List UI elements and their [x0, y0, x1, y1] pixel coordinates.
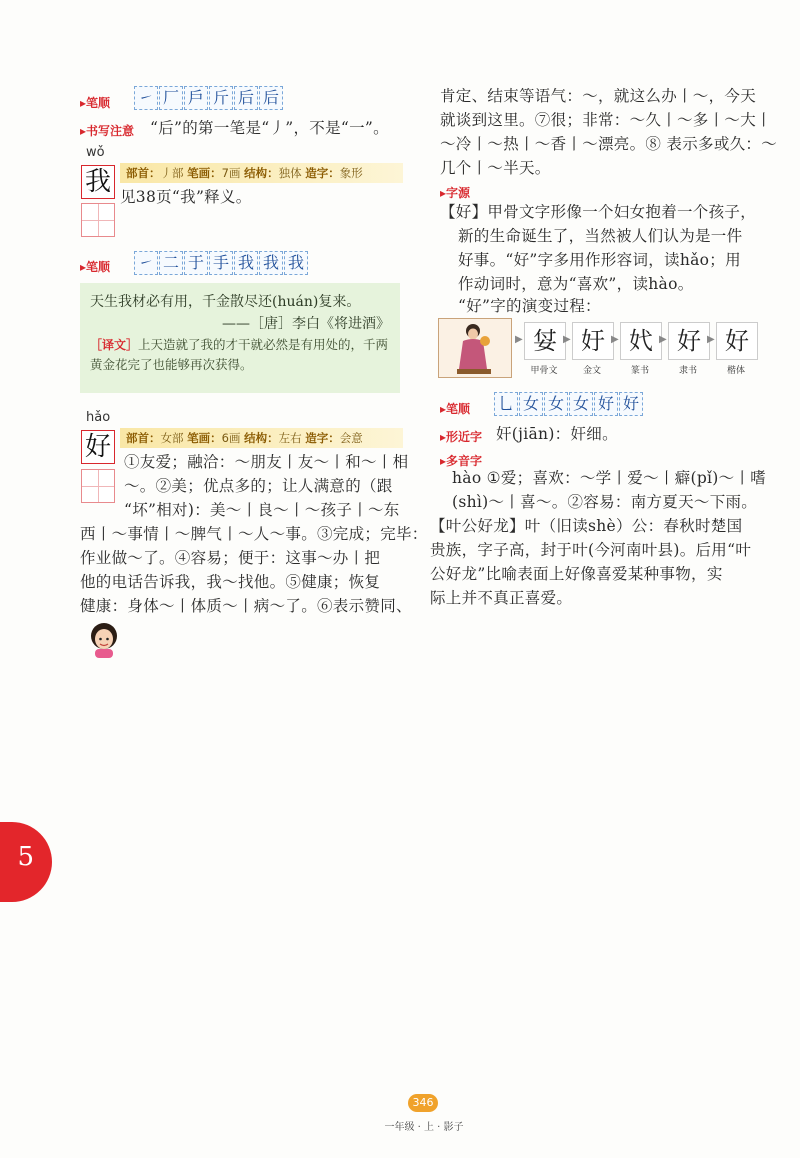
evolution-glyph: 㚥 — [572, 322, 614, 360]
origin-line: 【好】甲骨文字形像一个妇女抱着一个孩子， — [440, 203, 757, 221]
hao-definition-line: ～。②美；优点多的；让人满意的（跟 — [124, 477, 393, 495]
stroke-step: 二 — [159, 251, 183, 275]
hao-definition-cont: 肯定、结束等语气：～，就这么办丨～，今天 — [440, 87, 757, 105]
hao-definition-line: “坏”相对)：美～丨良～丨～孩子丨～东 — [124, 501, 400, 519]
evolution-caption: 楷体 — [726, 366, 745, 376]
idiom-line: 公好龙”比喻表面上好像喜爱某种事物，实 — [430, 565, 723, 583]
evolution-illustration — [438, 318, 512, 378]
stroke-step: 好 — [619, 392, 643, 416]
stroke-order-label: ▸ 笔顺 — [80, 94, 110, 111]
stroke-step: 女 — [569, 392, 593, 416]
stroke-step: 厂 — [159, 86, 183, 110]
hao-character: 好 — [81, 430, 115, 464]
arrow-right-icon: ▶ — [611, 334, 619, 345]
stroke-step: 女 — [544, 392, 568, 416]
polyphone-line: (shì)～丨喜～。②容易：南方夏天～下雨。 — [452, 493, 758, 511]
evolution-glyph: 好 — [716, 322, 758, 360]
wo-pinyin: wǒ — [86, 145, 105, 160]
page-footer: 一年级 · 上 · 影子 — [384, 1122, 464, 1133]
stroke-step: 戶 — [184, 86, 208, 110]
poem-line: 天生我材必有用，千金散尽还(huán)复来。 — [90, 294, 361, 310]
stroke-step: 女 — [519, 392, 543, 416]
arrow-right-icon: ▶ — [563, 334, 571, 345]
hao-definition-line: 作业做～了。④容易；便于：这事～办丨把 — [80, 549, 381, 567]
evolution-title: “好”字的演变过程： — [458, 297, 601, 315]
stroke-step: 我 — [234, 251, 258, 275]
wo-info-bar: 部首：丿部 笔画：7画 结构：独体 造字：象形 — [120, 163, 403, 183]
origin-line: 新的生命诞生了，当然被人们认为是一件 — [458, 227, 743, 245]
evolution-glyph: 好 — [668, 322, 710, 360]
evolution-glyph: 㚤 — [620, 322, 662, 360]
hao-pinyin: hǎo — [86, 410, 111, 425]
stroke-step: 我 — [259, 251, 283, 275]
hou-stroke-order — [134, 86, 284, 110]
hao-definition-line: 西丨～事情丨～脾气丨～人～事。③完成；完毕： — [80, 525, 428, 543]
stroke-step: 手 — [209, 251, 233, 275]
hao-definition-cont: 就谈到这里。⑦很；非常：～久丨～多丨～大丨 — [440, 111, 772, 129]
stroke-step: 斤 — [209, 86, 233, 110]
arrow-right-icon: ▶ — [515, 334, 523, 345]
stroke-step: 我 — [284, 251, 308, 275]
idiom-line: 贵族，字子高，封于叶(今河南叶县)。后用“叶 — [430, 541, 752, 559]
evolution-caption: 金文 — [582, 366, 601, 376]
poem-box — [80, 283, 400, 393]
origin-label: ▸ 字源 — [440, 184, 470, 201]
stroke-step: 好 — [594, 392, 618, 416]
evolution-caption: 甲骨文 — [530, 366, 558, 376]
stroke-step: ㇀ — [134, 251, 158, 275]
writing-grid — [81, 203, 115, 237]
stroke-order-label: ▸ 笔顺 — [80, 258, 110, 275]
evolution-caption: 篆书 — [630, 366, 649, 376]
hao-definition-cont: ～冷丨～热丨～香丨～漂亮。⑧ 表示多或久：～ — [440, 135, 778, 153]
writing-note: “后”的第一笔是“丿”，不是“一”。 — [150, 119, 389, 137]
stroke-step: 乚 — [494, 392, 518, 416]
polyphone-line: hào ①爱；喜欢：～学丨爱～丨癖(pǐ)～丨嗜 — [452, 469, 767, 487]
poem-source: ——［唐］李白《将进酒》 — [222, 316, 390, 332]
hao-definition-line: 健康：身体～丨体质～丨病～了。⑥表示赞同、 — [80, 597, 412, 615]
wo-stroke-order — [134, 251, 309, 275]
writing-note-label: ▸ 书写注意 — [80, 122, 134, 139]
stroke-step: 后 — [234, 86, 258, 110]
origin-line: 好事。“好”字多用作形容词，读hǎo；用 — [458, 251, 741, 269]
evolution-glyph: 姇 — [524, 322, 566, 360]
hao-stroke-order — [494, 392, 644, 416]
arrow-right-icon: ▶ — [707, 334, 715, 345]
arrow-right-icon: ▶ — [659, 334, 667, 345]
stroke-order-label: ▸ 笔顺 — [440, 400, 470, 417]
page-number: 346 — [408, 1094, 438, 1112]
wo-character: 我 — [81, 165, 115, 199]
writing-grid — [81, 469, 115, 503]
stroke-step: 于 — [184, 251, 208, 275]
stroke-step: ㇀ — [134, 86, 158, 110]
girl-mascot-icon — [88, 622, 120, 658]
evolution-caption: 隶书 — [678, 366, 697, 376]
hao-definition-line: ①友爱；融洽：～朋友丨友～丨和～丨相 — [124, 453, 409, 471]
mother-child-icon — [439, 319, 511, 377]
idiom-line: 际上并不真正喜爱。 — [430, 589, 573, 607]
similar-char: 奸(jiān)：奸细。 — [496, 425, 618, 443]
hao-definition-cont: 几个丨～半天。 — [440, 159, 551, 177]
idiom-line: 【叶公好龙】叶（旧读shè）公：春秋时楚国 — [430, 517, 743, 535]
origin-line: 作动词时，意为“喜欢”，读hào。 — [458, 275, 694, 293]
polyphone-label: ▸ 多音字 — [440, 452, 482, 469]
stroke-step: 后 — [259, 86, 283, 110]
wo-reference: 见38页“我”释义。 — [120, 188, 252, 206]
hao-definition-line: 他的电话告诉我，我～找他。⑤健康；恢复 — [80, 573, 381, 591]
poem-translation: ［译文］上天造就了我的才干就必然是有用处的，千两黄金花完了也能够再次获得。 — [90, 337, 389, 372]
chapter-tab: 5 — [0, 822, 52, 902]
hao-info-bar: 部首：女部 笔画：6画 结构：左右 造字：会意 — [120, 428, 403, 448]
similar-char-label: ▸ 形近字 — [440, 428, 482, 445]
